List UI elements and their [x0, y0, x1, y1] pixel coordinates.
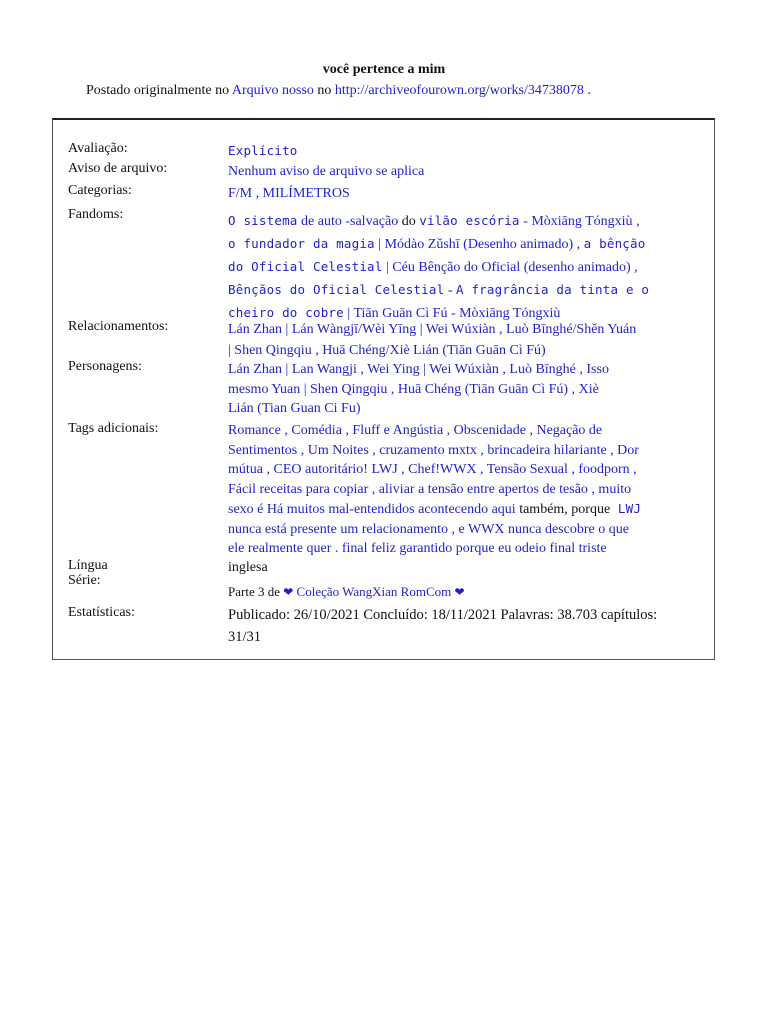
fandoms-label: Fandoms: [68, 207, 124, 222]
series-prefix: Parte 3 de [228, 584, 280, 599]
category-link[interactable]: F/M [228, 186, 253, 201]
work-url-link[interactable]: http://archiveofourown.org/works/34738078 [334, 83, 584, 98]
fandom-line [228, 233, 698, 256]
fandom-separator: , [630, 260, 638, 275]
fandom-link[interactable]: Bênçãos do Oficial Celestial [228, 282, 445, 297]
fandom-line [228, 256, 698, 279]
characters-label: Personagens: [68, 359, 142, 374]
fandom-link[interactable]: cheiro do cobre [228, 305, 344, 320]
series-label: Série: [68, 573, 101, 588]
tag-link[interactable]: Sentimentos , Um Noites , cruzamento mxtx , brincadeira hilariante , Dor [228, 442, 639, 458]
rating-label: Avaliação: [68, 141, 128, 156]
heart-icon: ❤ [454, 585, 465, 599]
tag-link[interactable]: ele realmente quer . final feliz garantido porque eu odeio final triste [228, 541, 607, 556]
fandom-separator: , [573, 237, 584, 252]
fandom-link[interactable]: A fragrância da tinta e o [456, 282, 650, 297]
posted-line [86, 83, 591, 99]
fandom-link[interactable]: | Céu Bênção do Oficial (desenho animado) [382, 260, 631, 275]
fandom-link[interactable]: a bênção [583, 236, 646, 251]
tag-link[interactable]: LWJ [610, 501, 642, 516]
fandom-link[interactable]: | Tiān Guān Cì Fú - Mòxiāng Tóngxiù [343, 306, 561, 321]
fandom-link[interactable]: - Mòxiāng Tóngxiù [519, 214, 633, 229]
tag-link[interactable]: Fácil receitas para copiar , aliviar a tensão entre apertos de tesão , muito [228, 481, 632, 497]
category-link[interactable]: MILÍMETROS [262, 186, 350, 201]
rating-link[interactable]: Explícito [228, 143, 298, 158]
warning-link[interactable]: Nenhum aviso de arquivo se aplica [228, 164, 425, 179]
relationship-link[interactable]: Lán Zhan | Lán Wàngjī/Wèi Yīng | Wei Wúxiàn , Luò Bīnghé/Shěn Yuán [228, 322, 637, 337]
posted-suffix: . [587, 83, 591, 98]
stats-line: Publicado: 26/10/2021 Concluído: 18/11/2021 Palavras: 38.703 capítulos: [228, 607, 658, 623]
character-link[interactable]: Lián (Tian Guan Ci Fu) [228, 401, 361, 416]
posted-mid: no [317, 83, 332, 98]
relationship-link[interactable]: | Shen Qingqiu , Huā Chéng/Xiè Lián (Tiān Guān Cì Fú) [228, 343, 546, 358]
archive-link[interactable]: Arquivo nosso [231, 83, 314, 98]
series-link[interactable]: Coleção WangXian RomCom [296, 584, 452, 599]
fandom-separator: - [444, 283, 456, 298]
category-separator: , [255, 186, 260, 201]
work-metadata-box [52, 118, 715, 660]
fandom-text: do [398, 214, 420, 229]
fandom-link[interactable]: | Módào Zǔshī (Desenho animado) [374, 237, 574, 252]
warning-label: Aviso de arquivo: [68, 161, 168, 176]
tags-label: Tags adicionais: [68, 421, 159, 436]
language-label: Língua [68, 558, 108, 573]
stats-line: 31/31 [228, 629, 262, 645]
relationships-label: Relacionamentos: [68, 319, 169, 334]
tag-link[interactable]: mútua , CEO autoritário! LWJ , Chef!WWX , Tensão Sexual , foodporn , [228, 462, 637, 477]
character-link[interactable]: mesmo Yuan | Shen Qingqiu , Huā Chéng (Tiān Guān Cì Fú) , Xiè [228, 381, 599, 397]
tag-link[interactable]: Romance , Comédia , Fluff e Angústia , Obscenidade , Negação de [228, 423, 603, 438]
fandom-link[interactable]: O sistema [228, 213, 298, 228]
tag-link[interactable]: nunca está presente um relacionamento , e WWX nunca descobre o que [228, 521, 629, 537]
fandom-link[interactable]: o fundador da magia [228, 236, 375, 251]
tag-link[interactable]: sexo é Há muitos mal-entendidos acontecendo aqui [228, 502, 516, 517]
fandom-separator: , [632, 214, 640, 229]
fandom-line [228, 279, 698, 302]
language-value: inglesa [228, 560, 268, 575]
fandom-line [228, 210, 698, 233]
character-link[interactable]: Lán Zhan | Lan Wangji , Wei Ying | Wei Wúxiàn , Luò Bīnghé , Isso [228, 362, 609, 377]
stats-label: Estatísticas: [68, 605, 135, 620]
posted-prefix: Postado originalmente no [86, 83, 230, 98]
fandom-link[interactable]: vilão escória [419, 213, 520, 228]
work-title: você pertence a mim [322, 62, 446, 77]
tag-text: também, porque [515, 502, 611, 517]
fandom-link[interactable]: do Oficial Celestial [228, 259, 383, 274]
heart-icon: ❤ [283, 585, 294, 599]
categories-label: Categorias: [68, 183, 132, 198]
fandom-link[interactable]: de auto -salvação [297, 214, 399, 229]
